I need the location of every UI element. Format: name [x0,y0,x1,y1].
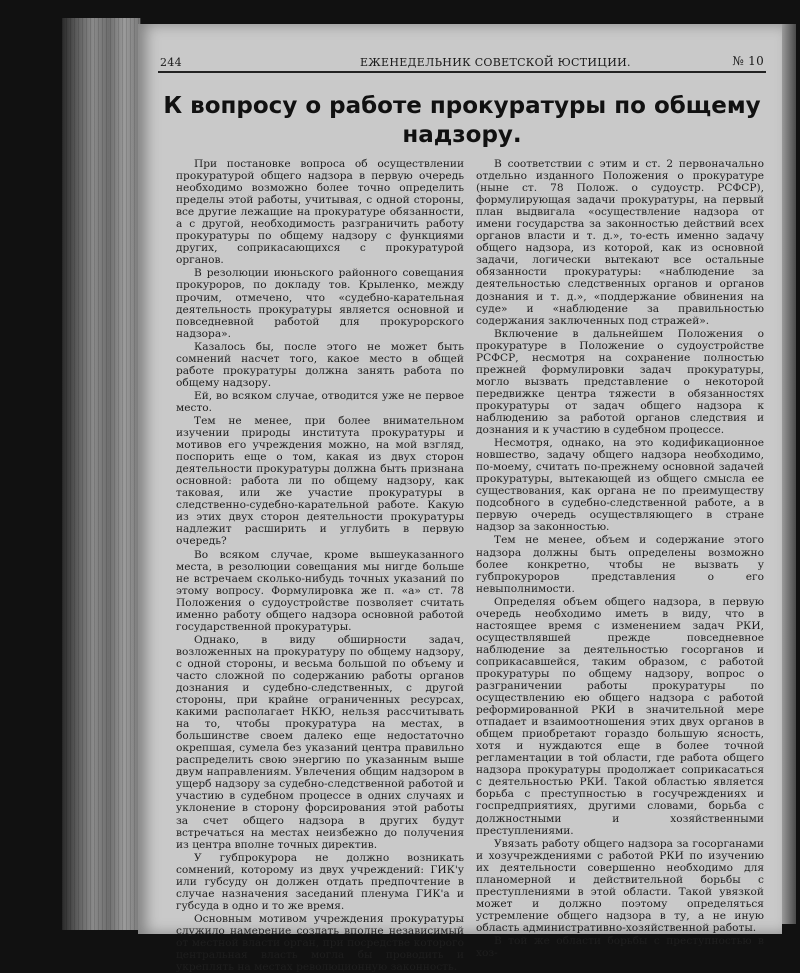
article-title: К вопросу о работе прокуратуры по общему надзору. [163,93,761,148]
paragraph: Тем не менее, при более внимательном изучении природы института прокуратуры и мотивов его учреждения можно, на мой взгляд, поспорить еще о том, какая из двух сторон деятельности прокуратуры должна быть признана основной: работа ли по общему надзору, как таковая, или же участие прокуратуры в следственно-судебно-карательной работе. Какую из этих двух сторон деятельности прокуратуры надлежит расширить и углубить в первую очередь? [176,414,464,548]
header-rule [158,71,766,73]
left-column [176,158,464,973]
book-spine [62,18,141,930]
paragraph: Несмотря, однако, на это кодификационное новшество, задачу общего надзора необходимо, по-моему, считать по-прежнему основной задачей прокуратуры, вытекающей из общего смысла ее существования, как органа не по преимуществу подсобного в судебно-следственной работе, а в первую очередь осуществляющего в стране надзор за законностью. [476,437,764,534]
issue-number: № 10 [732,54,764,68]
paragraph: Увязать работу общего надзора за госорганами и хозучреждениями с работой РКИ по изучению их деятельности совершенно необходимо для планомерной и действительной борьбы с преступлениями в этой области. Такой увязкой может и должно поэтому определяться устремление общего надзора в ту, а не иную область административно-хозяйственной работы. [476,837,764,934]
paragraph: Однако, в виду обширности задач, возложенных на прокуратуру по общему надзору, с одной стороны, и весьма большой по объему и часто сложной по содержанию работы органов дознания и судебно-следственных, с другой стороны, при крайне ограниченных ресурсах, какими располагает НКЮ, нельзя рассчитывать на то, чтобы прокуратура на местах, в большинстве своем далеко еще недостаточно окрепшая, сумела без указаний центра правильно распределить свою энергию по указанным выше двум направлениям. Увлечения общим надзором в ущерб надзору за судебно-следственной работой и участию в судебном процессе в одних случаях и уклонение в сторону форсирования этой работы за счет общего надзора в других будут встречаться на местах неизбежно до получения из центра вполне точных директив. [176,633,464,851]
paragraph: Определяя объем общего надзора, в первую очередь необходимо иметь в виду, что в настоящее время с изменением задач РКИ, осуществлявшей прежде повседневное наблюдение за деятельностью госорганов и соприкасавшейся, таким образом, с работой прокуратуры по общему надзору, вопрос о разграничении работы прокуратуры по осуществлению ею общего надзора с работой реформированной РКИ в значительной мере отпадает и взаимоотношения этих двух органов в общем приобретают гораздо большую ясность, хотя и нуждаются еще в более точной регламентации в той области, где работа общего надзора прокуратуры продолжает соприкасаться с деятельностью РКИ. Такой областью является борьба с преступностью в госучреждениях и госпредприятиях, другими словами, борьба с должностными и хозяйственными преступлениями. [476,595,764,837]
paragraph: Включение в дальнейшем Положения о прокуратуре в Положение о судоустройстве РСФСР, несмотря на сохранение полностью прежней формулировки задач прокуратуры, могло вызвать представление о некоторой передвижке центра тяжести в обязанностях прокуратуры от задач общего надзора к наблюдению за работой органов следствия и дознания и к участию в судебном процессе. [476,327,764,437]
journal-title: ЕЖЕНЕДЕЛЬНИК СОВЕТСКОЙ ЮСТИЦИИ. [360,56,631,69]
paragraph: В соответствии с этим и ст. 2 первоначально отдельно изданного Положения о прокуратуре (ныне ст. 78 Полож. о судоустр. РСФСР), формулирующая задачи прокуратуры, на первый план выдвигала «осуществление надзора от имени государства за законностью действий всех органов власти и т. д.», то-есть именно задачу общего надзора, из которой, как из основной задачи, логически вытекают все остальные обязанности прокуратуры: «наблюдение за деятельностью следственных органов и органов дознания и т. д.», «поддержание обвинения на суде» и «наблюдение за правильностью содержания заключенных под стражей». [476,158,764,327]
page-number: 244 [160,56,182,69]
paragraph: При постановке вопроса об осуществлении прокуратурой общего надзора в первую очередь необходимо возможно более точно определить пределы этой работы, учитывая, с одной стороны, все другие лежащие на прокуратуре обязанности, а с другой, необходимость разграничить работу прокуратуры по общему надзору с функциями других, соприкасающихся с прокуратурой органов. [176,158,464,267]
page-edge [782,24,796,924]
paragraph: У губпрокурора не должно возникать сомнений, которому из двух учреждений: ГИК'у или губсуду он должен отдать предпочтение в случае назначения заседаний пленума ГИК'а и губсуда в одно и то же время. [176,851,464,912]
paragraph: Тем не менее, объем и содержание этого надзора должны быть определены возможно более конкретно, чтобы не вызвать у губпрокуроров представления о его невыполнимости. [476,534,764,595]
paragraph: Во всяком случае, кроме вышеуказанного места, в резолюции совещания мы нигде больше не встречаем сколько-нибудь точных указаний по этому вопросу. Формулировка же п. «а» ст. 78 Положения о судоустройстве позволяет считать именно работу общего надзора основной работой государственной прокуратуры. [176,548,464,633]
paragraph: Казалось бы, после этого не может быть сомнений насчет того, какое место в общей работе прокуратуры должна занять работа по общему надзору. [176,340,464,389]
right-column [476,158,764,960]
paragraph: В той же области борьбы с преступностью в хоз- [476,935,764,960]
paragraph: Ей, во всяком случае, отводится уже не первое место. [176,389,464,414]
paragraph: В резолюции июньского районного совещания прокуроров, по докладу тов. Крыленко, между прочим, отмечено, что «судебно-карательная деятельность прокуратуры является основной и повседневной работой для прокурорского надзора». [176,267,464,340]
document-page [138,24,782,973]
paragraph: Основным мотивом учреждения прокуратуры служило намерение создать вполне независимый от местной власти орган, при посредстве которого центральная власть могла бы проводить и укреплять на местах революционную законность. [176,912,464,973]
